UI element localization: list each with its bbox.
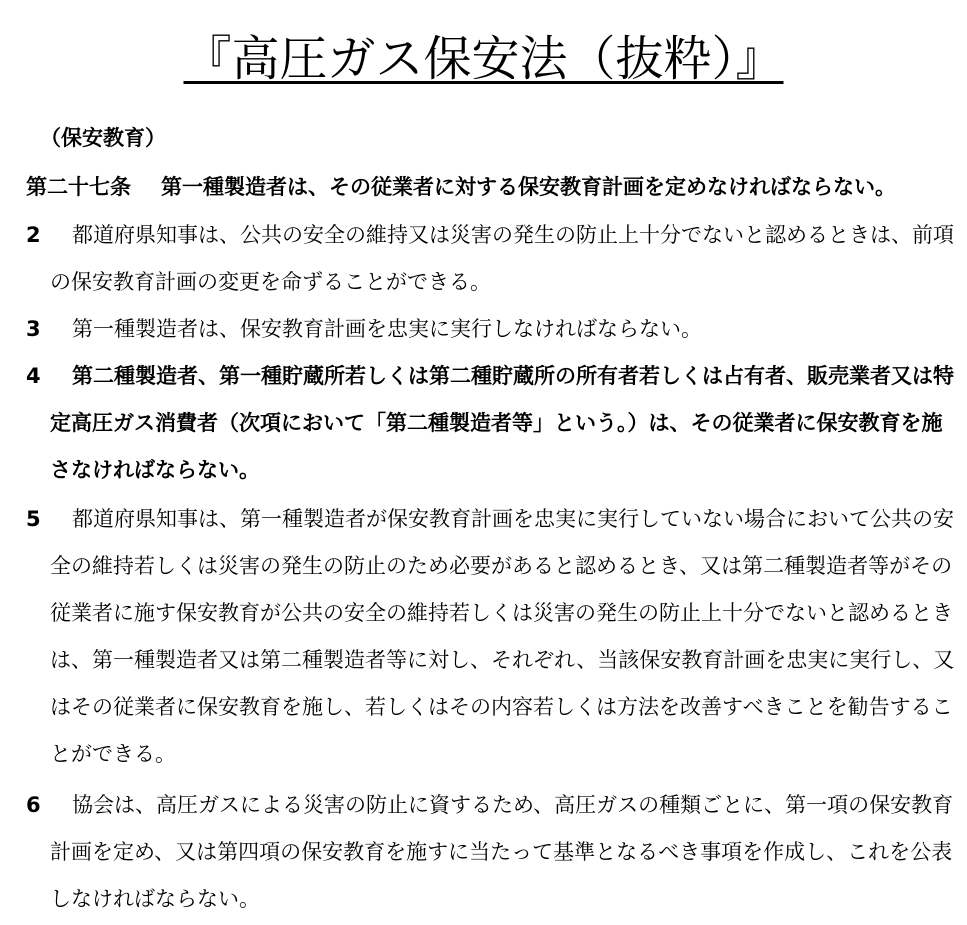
paragraph-text: 都道府県知事は、公共の安全の維持又は災害の発生の防止上十分でないと認めるときは、前項の保安教育計画の変更を命ずることができる。	[50, 223, 954, 294]
paragraph-number: 6	[26, 793, 41, 817]
paragraph-number: 2	[26, 223, 41, 247]
article-text: 第一種製造者は、その従業者に対する保安教育計画を定めなければならない。	[161, 175, 896, 199]
article-number: 第二十七条	[26, 175, 131, 199]
section-heading: （保安教育）	[40, 126, 166, 150]
paragraph-2	[26, 212, 956, 306]
paragraph-number: 5	[26, 507, 41, 531]
paragraph-3	[26, 306, 956, 353]
article-27	[26, 174, 896, 200]
paragraph-text: 協会は、高圧ガスによる災害の防止に資するため、高圧ガスの種類ごとに、第一項の保安教育計画を定め、又は第四項の保安教育を施すに当たって基準となるべき事項を作成し、これを公表しなければならない。	[50, 793, 954, 911]
document-title	[0, 28, 967, 90]
paragraph-4	[26, 353, 956, 494]
paragraph-6	[26, 782, 956, 923]
paragraph-5	[26, 496, 956, 778]
paragraph-number: 4	[26, 364, 41, 388]
paragraph-text: 都道府県知事は、第一種製造者が保安教育計画を忠実に実行していない場合において公共の安全の維持若しくは災害の発生の防止のため必要があると認めるとき、又は第二種製造者等がその従業者に施す保安教育が公共の安全の維持若しくは災害の発生の防止上十分でないと認めるときは、第一種製造者又は第二種製造者等に対し、それぞれ、当該保安教育計画を忠実に実行し、又はその従業者に保安教育を施し、若しくはその内容若しくは方法を改善すべきことを勧告することができる。	[50, 507, 955, 766]
paragraph-number: 3	[26, 317, 41, 341]
paragraph-text: 第一種製造者は、保安教育計画を忠実に実行しなければならない。	[72, 317, 702, 341]
document-title-text: 『高圧ガス保安法（抜粋）』	[183, 31, 784, 87]
paragraph-text: 第二種製造者、第一種貯蔵所若しくは第二種貯蔵所の所有者若しくは占有者、販売業者又は特定高圧ガス消費者（次項において「第二種製造者等」という。）は、その従業者に保安教育を施さなければならない。	[50, 364, 954, 482]
